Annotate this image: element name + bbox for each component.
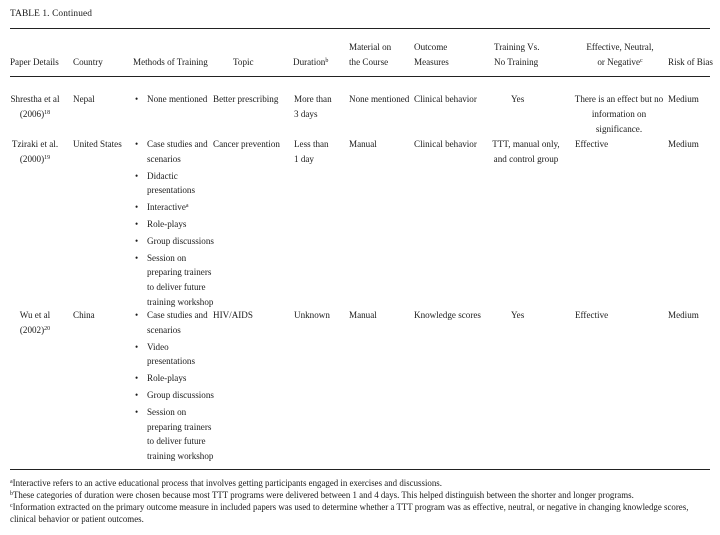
country: Nepal xyxy=(73,94,95,104)
header-country: Country xyxy=(73,57,103,67)
duration: Unknown xyxy=(294,310,330,320)
material: Manual xyxy=(349,310,377,320)
footnote: $^c$Information extracted on the primary outcome measure in included papers was used to determine whether a TTT program was as effective, neutral, or negative in changing knowledge scores, clinical behavior or patient outcomes. xyxy=(10,502,689,524)
duration: Less than 1 day xyxy=(294,139,329,164)
method-item: • Video presentations xyxy=(133,340,214,370)
training-vs: TTT, manual only, and control group xyxy=(492,139,560,164)
material: None mentioned xyxy=(349,94,410,104)
top-rule xyxy=(10,28,710,29)
risk-of-bias: Medium xyxy=(668,94,699,104)
outcome: Clinical behavior xyxy=(414,94,477,104)
method-item: • Interactive$^a$ xyxy=(133,200,214,215)
method-item: • Group discussions xyxy=(133,388,214,403)
topic: Cancer prevention xyxy=(213,139,280,149)
training-vs: Yes xyxy=(511,94,525,104)
footnote: $^b$These categories of duration were chosen because most TTT programs were delivered between 1 and 4 days. This helped distinguish between the shorter and longer programs. xyxy=(10,490,634,500)
paper-details: Tziraki et al. $(2000)^{19}$ xyxy=(11,139,59,164)
methods-list xyxy=(133,137,214,312)
outcome: Clinical behavior xyxy=(414,139,477,149)
header-effective: Effective, Neutral, or Negative$^c$ xyxy=(586,42,654,67)
header-risk: Risk of Bias xyxy=(668,57,713,67)
header-rule xyxy=(10,76,710,77)
duration: More than 3 days xyxy=(294,94,332,119)
effect: Effective xyxy=(575,139,609,149)
risk-of-bias: Medium xyxy=(668,310,699,320)
country: United States xyxy=(73,139,122,149)
training-vs: Yes xyxy=(511,310,525,320)
header-outcome: Outcome Measures xyxy=(414,42,449,67)
header-duration: Duration$^b$ xyxy=(293,57,329,67)
paper-details: Shrestha et al $(2006)^{18}$ xyxy=(10,94,60,119)
method-item: • Didactic presentations xyxy=(133,169,214,199)
outcome: Knowledge scores xyxy=(414,310,481,320)
method-item: • Session on preparing trainers to deliver future training workshop xyxy=(133,405,214,464)
method-item: • Role-plays xyxy=(133,217,214,232)
header-paper: Paper Details xyxy=(10,57,59,67)
effect: Effective xyxy=(575,310,609,320)
header-methods: Methods of Training xyxy=(133,57,208,67)
bottom-rule xyxy=(10,469,710,470)
header-topic: Topic xyxy=(233,57,254,67)
country: China xyxy=(73,310,95,320)
topic: HIV/AIDS xyxy=(213,310,253,320)
table-caption: TABLE 1. Continued xyxy=(10,9,93,19)
paper-details: Wu et al $(2002)^{20}$ xyxy=(19,310,51,335)
method-item: • Role-plays xyxy=(133,371,214,386)
methods-list xyxy=(133,92,207,109)
method-item: • Case studies and scenarios xyxy=(133,137,214,167)
material: Manual xyxy=(349,139,377,149)
risk-of-bias: Medium xyxy=(668,139,699,149)
topic: Better prescribing xyxy=(213,94,279,104)
method-item: • None mentioned xyxy=(133,92,207,107)
method-item: • Group discussions xyxy=(133,234,214,249)
method-item: • Session on preparing trainers to deliver future training workshop xyxy=(133,251,214,310)
methods-list xyxy=(133,308,214,466)
header-material: Material on the Course xyxy=(349,42,392,67)
effect: There is an effect but no information on significance. xyxy=(574,94,664,134)
method-item: • Case studies and scenarios xyxy=(133,308,214,338)
header-training: Training Vs. No Training xyxy=(494,42,540,67)
footnote: $^a$Interactive refers to an active educational process that involves getting participants engaged in exercises and discussions. xyxy=(10,478,442,488)
